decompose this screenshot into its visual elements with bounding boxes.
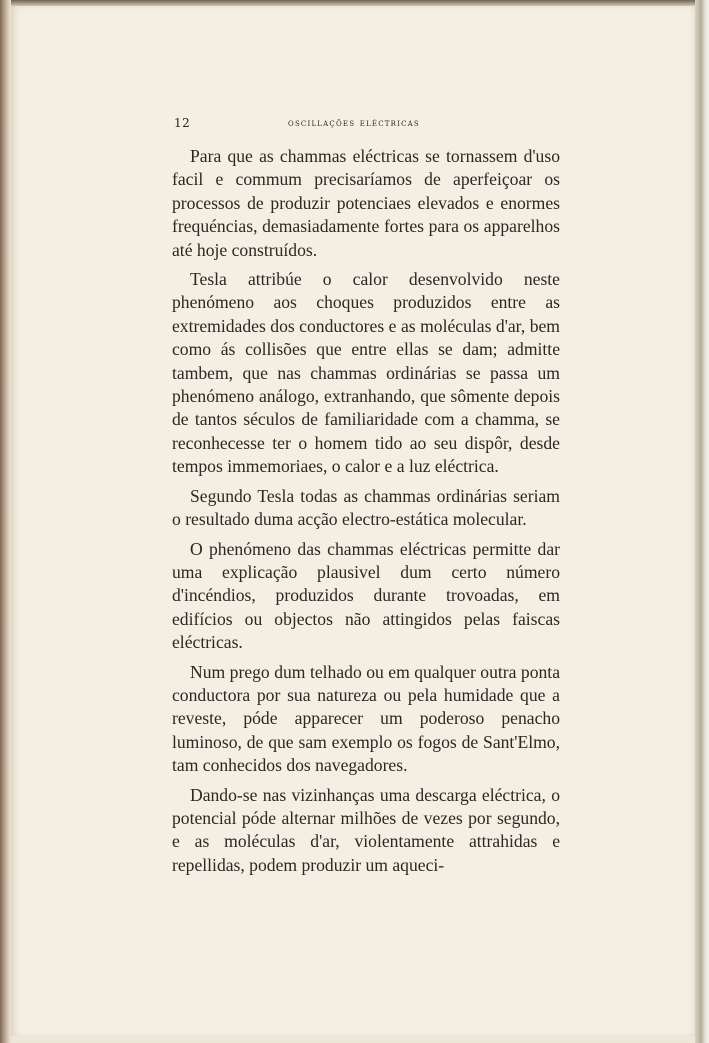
body-text [172,145,560,877]
paragraph: Num prego dum telhado ou em qualquer outra ponta conductora por sua natureza ou pela humidade que a reveste, póde apparecer um poderoso penacho luminoso, de que sam exemplo os fogos de Sant'Elmo, tam conhecidos dos navegadores. [172,661,560,776]
paragraph: Para que as chammas eléctricas se tornassem d'uso facil e commum precisaríamos de aperfeiçoar os processos de produzir potenciaes elevados e enormes frequéncias, demasiadamente fortes para os apparelhos até hoje construídos. [172,146,560,260]
page-number: 12 [174,116,191,130]
running-head [174,116,564,134]
right-book-edge [695,0,709,1043]
paragraph: O phenómeno das chammas eléctricas permitte dar uma explicação plausivel dum certo número d'incéndios, produzidos durante trovoadas, em edifícios ou objectos não attingidos pelas faiscas eléctricas. [172,538,560,653]
paragraph: Tesla attribúe o calor desenvolvido neste phenómeno aos choques produzidos entre as extremidades dos conductores e as moléculas d'ar, bem como ás collisões que entre ellas se dam; admitte tambem, que nas chammas ordinárias se passa um phenómeno análogo, extranhando, que sômente depois de tantos séculos de familiaridade com a chamma, se reconhecesse ter o homem tido ao seu dispôr, desde tempos immemoriaes, o calor e a luz eléctrica. [172,269,560,477]
left-book-edge [0,0,11,1043]
paragraph: Segundo Tesla todas as chammas ordinárias seriam o resultado duma acção electro-estática molecular. [172,485,560,530]
chapter-title: oscillações eléctricas [288,117,420,129]
paragraph: Dando-se nas vizinhanças uma descarga eléctrica, o potencial póde alternar milhões de vezes por segundo, e as moléculas d'ar, violentamente attrahidas e repellidas, podem produzir um aqueci- [172,784,560,875]
